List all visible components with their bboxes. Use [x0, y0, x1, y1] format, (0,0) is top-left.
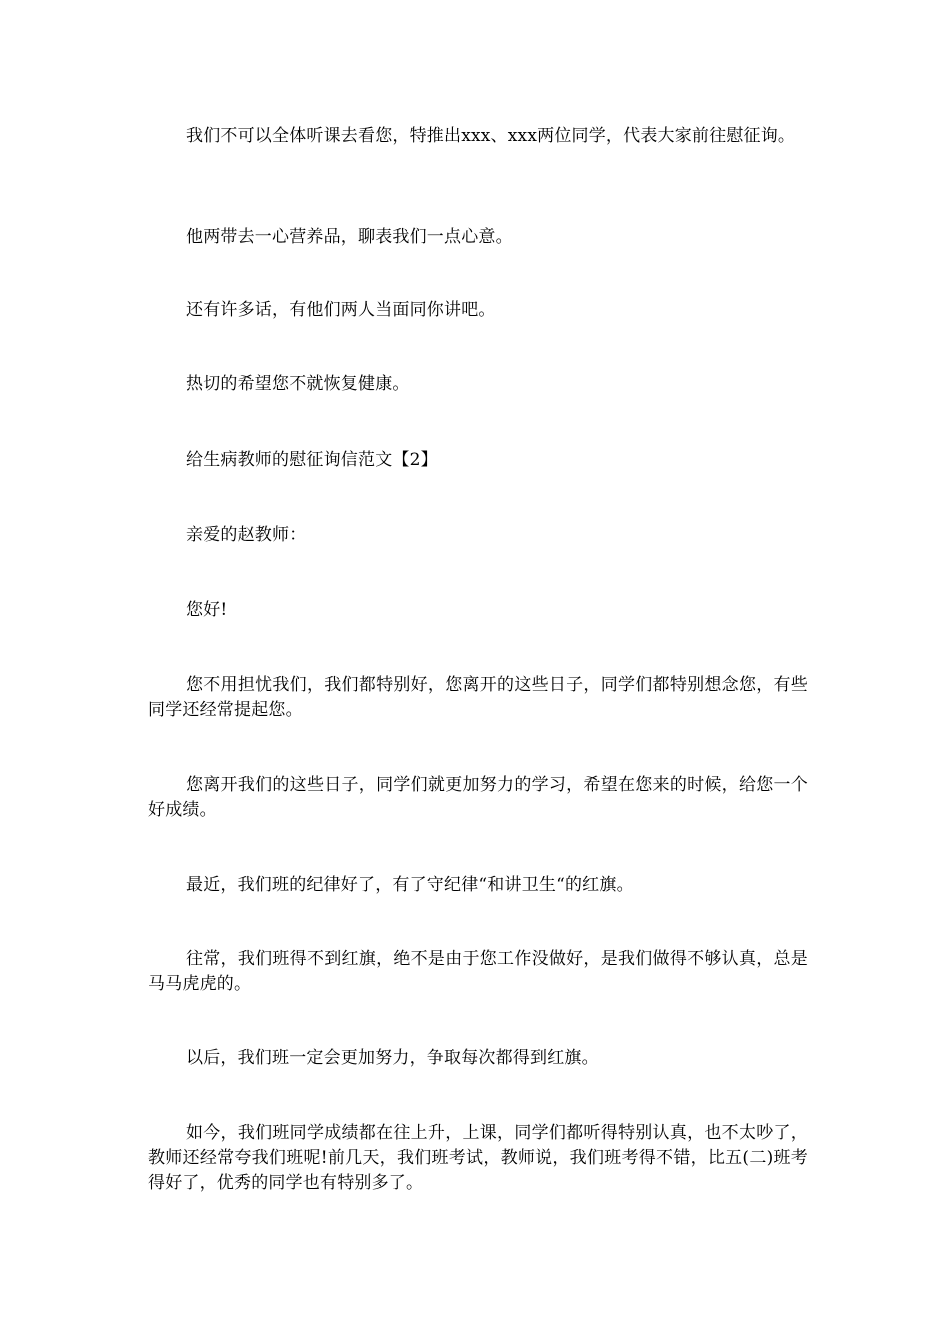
greeting: 您好!: [186, 600, 228, 620]
paragraph-more-words: 还有许多话，有他们两人当面同你讲吧。: [186, 300, 496, 320]
paragraph-recovery-wish: 热切的希望您不就恢复健康。: [186, 374, 410, 394]
paragraph-past: 往常，我们班得不到红旗，绝不是由于您工作没做好，是我们做得不够认真，总是马马虎虎的。: [148, 949, 808, 994]
paragraph-grades: 如今，我们班同学成绩都在往上升，上课，同学们都听得特别认真，也不太吵了，教师还经常夸我们班呢!前几天，我们班考试，教师说，我们班考得不错，比五(二)班考得好了，优秀的同学也有特别多了。: [148, 1123, 808, 1193]
section-title: 给生病教师的慰征询信范文【2】: [186, 450, 438, 470]
paragraph-gift: 他两带去一心营养品，聊表我们一点心意。: [186, 227, 513, 247]
paragraph-red-flag: 最近，我们班的纪律好了，有了守纪律“和讲卫生“的红旗。: [186, 875, 634, 895]
paragraph-future: 以后，我们班一定会更加努力，争取每次都得到红旗。: [186, 1048, 599, 1068]
paragraph-dont-worry: 您不用担忧我们，我们都特别好，您离开的这些日子，同学们都特别想念您，有些同学还经常提起您。: [148, 675, 808, 720]
salutation: 亲爱的赵教师：: [186, 525, 307, 545]
paragraph-visit-representatives: 我们不可以全体听课去看您，特推出xxx、xxx两位同学，代表大家前往慰征询。: [186, 126, 796, 146]
paragraph-study-harder: 您离开我们的这些日子，同学们就更加努力的学习，希望在您来的时候，给您一个好成绩。: [148, 775, 808, 820]
